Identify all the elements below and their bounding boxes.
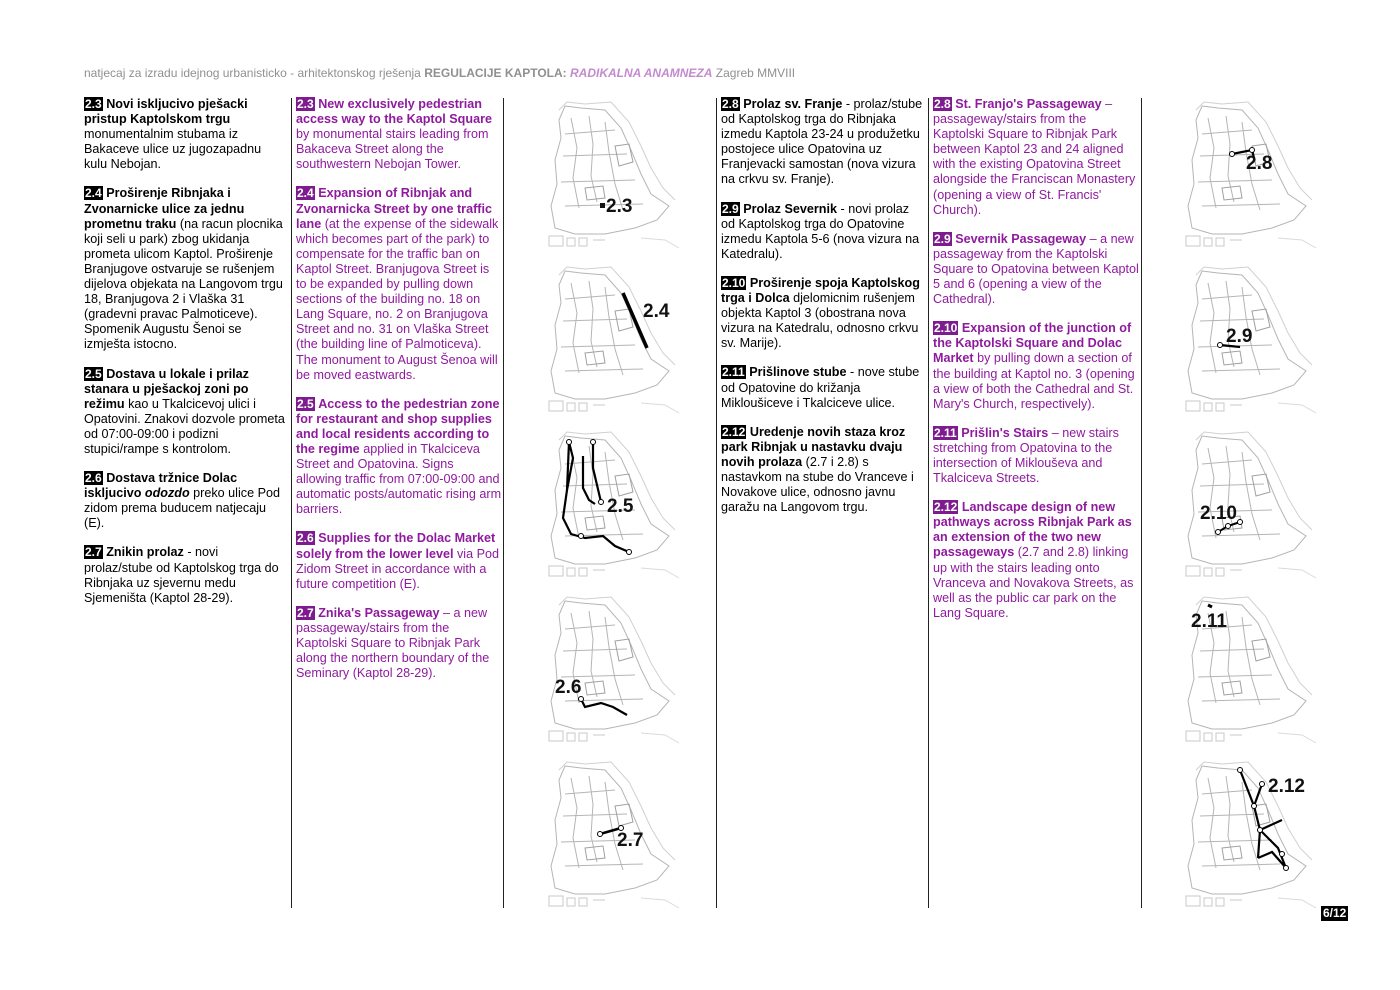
entry-title: Proširenje spoja Kaptolskog trga i Dolca [721, 275, 920, 306]
entry-2-7 [84, 545, 286, 605]
map-2.9 [1186, 267, 1316, 413]
entry-2-6 [296, 531, 502, 591]
entry-number-badge: 2.8 [722, 97, 739, 111]
entry-number-badge: 2.8 [934, 97, 951, 111]
column-divider [291, 98, 292, 908]
map-label: 2.10 [1200, 503, 1237, 524]
entry-title: Prišlinove stube [749, 365, 847, 380]
entry-number-badge: 2.9 [722, 201, 739, 216]
entry-number-badge: 2.3 [85, 97, 102, 111]
entry-title: Prolaz Severnik [743, 201, 837, 216]
map-strip-left [545, 98, 685, 913]
entry-number-badge: 2.7 [297, 605, 314, 620]
map-2.5 [549, 432, 679, 578]
map-label: 2.5 [607, 496, 634, 517]
map-label: 2.4 [643, 301, 670, 322]
map-2.12 [1186, 762, 1316, 908]
entry-body: by pulling down a section of the building at Kaptol no. 3 (opening a view of both the Cathedral and St. Mary's Church, respectively). [933, 351, 1135, 411]
map-label: 2.11 [1191, 611, 1227, 632]
map-2.6 [549, 597, 679, 743]
page-number: 6/12 [1323, 906, 1347, 920]
entry-body: (2.7 i 2.8) s nastavkom na stube do Vranceve i Novakove ulice, odnosno javnu garažu na Langovom trgu. [721, 454, 914, 515]
entry-title: Dostava tržnice Dolac iskljucivo [84, 471, 238, 501]
entry-title: Supplies for the Dolac Market solely from the lower level [296, 531, 496, 561]
entry-2-12 [721, 425, 925, 516]
entry-number-badge: 2.11 [722, 365, 745, 380]
entry-body: – new stairs stretching from Opatovina to the intersection of Miklouševa and Tkalciceva Streets. [933, 425, 1119, 486]
entry-body: via Pod Zidom Street in accordance with a future competition (E). [296, 546, 499, 591]
entry-body: monumentalnim stubama iz Bakaceve ulice uz jugozapadnu kulu Nebojan. [84, 127, 262, 172]
map-label: 2.6 [555, 677, 582, 698]
entry-number-badge: 2.7 [85, 545, 102, 560]
map-strip-right [1182, 98, 1322, 913]
map-label: 2.12 [1268, 776, 1305, 797]
entry-number-badge: 2.4 [85, 186, 102, 201]
entry-title: Znikin prolaz [106, 545, 184, 560]
entry-number-badge: 2.11 [934, 425, 957, 440]
map-2.11 [1186, 597, 1316, 743]
entry-2-9 [721, 202, 925, 262]
entry-number-badge: 2.4 [297, 186, 314, 201]
croatian-column-left [84, 97, 286, 620]
entry-2-3 [84, 97, 286, 172]
entry-body: - nove stube od Opatovine do križanja Mikloušiceve i Tkalciceve ulice. [721, 365, 920, 410]
entry-body: (at the expense of the sidewalk which becomes part of the park) to compensate for the traffic ban on Kaptol Street. Branjugova Street is to be expanded by pulling down sections of the building no. 18 on Lang Square, no. 2 on Branjugova Street and no. 31 on Vlaška Street (the building line of Palmoticeva). The monument to August Šenoa will be moved eastwards. [296, 216, 499, 382]
entry-number-badge: 2.10 [934, 321, 958, 336]
entry-2-3 [296, 97, 502, 172]
entry-title: St. Franjo's Passageway [955, 97, 1102, 111]
entry-2-5 [296, 397, 502, 518]
entry-title: Expansion of Ribnjak and Zvonarnicka Street by one traffic lane [296, 186, 492, 231]
entry-body: preko ulice Pod zidom prema buducem natjecaju (E). [84, 486, 280, 531]
english-column-right [933, 97, 1139, 635]
map-2.8 [1186, 102, 1316, 248]
entry-number-badge: 2.3 [297, 97, 314, 111]
map-label: 2.8 [1246, 153, 1273, 174]
map-label: 2.7 [617, 830, 644, 851]
entry-title: Prolaz sv. Franje [743, 97, 843, 111]
entry-number-badge: 2.9 [934, 231, 951, 246]
entry-body: (na racun plocnika koji seli u park) zbog ukidanja prometa ulicom Kaptol. Proširenje Branjugove ostvaruje se rušenjem dijelova objekata na Langovom trgu 18, Branjugova 2 i Vlaška 31 (gradevni pravac Palmoticeve). Spomenik Augustu Šenoi se izmješta istocno. [84, 216, 283, 352]
marker-2.3 [600, 203, 605, 208]
entry-number-badge: 2.6 [297, 531, 314, 546]
entry-body: applied in Tkalciceva Street and Opatovina. Signs allowing traffic from 07:00-09:00 and automatic posts/automatic rising arm barriers. [296, 441, 502, 517]
entry-number-badge: 2.12 [722, 424, 746, 439]
entry-title: Prišlin's Stairs [961, 425, 1049, 440]
column-divider [503, 98, 504, 908]
map-label: 2.9 [1226, 326, 1253, 347]
croatian-column-right [721, 97, 925, 529]
entry-body: (2.7 and 2.8) linking up with the stairs leading onto Vranceva and Novakova Streets, as well as the public car park on the Lang Square. [933, 545, 1134, 620]
english-column-left [296, 97, 502, 695]
entry-body: – passageway/stairs from the Kaptolski Square to Ribnjak Park between Kaptol 23 and 24 aligned with the existing Opatovina Street alongside the Franciscan Monastery (opening a view of St. Francis' Church). [933, 97, 1136, 217]
entry-2-4 [296, 186, 502, 382]
header-project-title: REGULACIJE KAPTOLA: [424, 66, 567, 80]
entry-number-badge: 2.5 [297, 396, 314, 411]
page-header [84, 66, 795, 80]
entry-body: - novi prolaz/stube od Kaptolskog trga do Ribnjaka uz sjevernu medu Sjemeništa (Kaptol 28-29). [84, 545, 279, 605]
map-2.10 [1186, 432, 1316, 578]
entry-body: djelomicnim rušenjem objekta Kaptol 3 (obostrana nova vizura na Katedralu, odnosno crkvu sv. Marije). [721, 291, 919, 351]
entry-body: - novi prolaz od Kaptolskog trga do Opatovine izmedu Kaptola 5-6 (nova vizura na Katedralu). [721, 201, 920, 261]
entry-2-7 [296, 606, 502, 681]
entry-2-10 [721, 276, 925, 351]
entry-title: Expansion of the junction of the Kaptolski Square and Dolac Market [933, 321, 1132, 366]
entry-2-6 [84, 471, 286, 531]
entry-title: New exclusively pedestrian access way to the Kaptol Square [296, 97, 492, 127]
map-2.7 [549, 762, 679, 908]
entry-title-emphasis: odozdo [144, 486, 190, 501]
entry-title: Znika's Passageway [318, 605, 440, 620]
column-divider [1141, 98, 1142, 908]
header-project-subtitle: RADIKALNA ANAMNEZA [570, 66, 713, 80]
entry-body: by monumental stairs leading from Bakaceva Street along the southwestern Nebojan Tower. [296, 127, 489, 172]
entry-title: Access to the pedestrian zone for restaurant and shop supplies and local residents according to the regime [296, 396, 500, 456]
entry-title: Uredenje novih staza kroz park Ribnjak u nastavku dvaju novih prolaza [721, 424, 906, 469]
entry-title: Proširenje Ribnjaka i Zvonarnicke ulice za jednu prometnu traku [84, 186, 245, 231]
header-intro: natjecaj za izradu idejnog urbanisticko - arhitektonskog rješenja [84, 66, 425, 80]
entry-2-5 [84, 367, 286, 458]
entry-body: - prolaz/stube od Kaptolskog trga do Ribnjaka izmedu Kaptola 23-24 u produžetku postojece ulice Opatovina uz Franjevacki samostan (nova vizura na crkvu sv. Franje). [721, 97, 923, 187]
entry-number-badge: 2.6 [85, 471, 102, 486]
entry-title: Novi iskljucivo pješacki pristup Kaptolskom trgu [84, 97, 248, 127]
entry-2-9 [933, 232, 1139, 307]
entry-title: Severnik Passageway [955, 231, 1087, 246]
route-2.6 [581, 699, 627, 715]
entry-body: – a new passageway from the Kaptolski Square to Opatovina between Kaptol 5 and 6 (opening a view of the Cathedral). [933, 231, 1139, 307]
entry-2-4 [84, 186, 286, 352]
map-2.4 [549, 267, 679, 413]
entry-body: kao u Tkalcicevoj ulici i Opatovini. Znakovi dozvole prometa od 07:00-09:00 i podizni stupici/rampe s kontrolom. [84, 396, 285, 456]
map-2.3 [549, 102, 679, 248]
header-place-year: Zagreb MMVIII [712, 66, 796, 80]
entry-number-badge: 2.12 [934, 500, 958, 515]
entry-title: Landscape design of new pathways across Ribnjak Park as an extension of the two new passageways [933, 500, 1132, 560]
entry-2-11 [721, 365, 925, 410]
entry-2-10 [933, 321, 1139, 412]
entry-2-8 [721, 97, 925, 188]
map-label: 2.3 [606, 196, 633, 217]
entry-body: – a new passageway/stairs from the Kaptolski Square to Ribnjak Park along the northern boundary of the Seminary (Kaptol 28-29). [296, 605, 490, 681]
column-divider [928, 98, 929, 908]
route-2.11 [1208, 605, 1212, 607]
entry-2-12 [933, 500, 1139, 621]
entry-2-11 [933, 426, 1139, 486]
entry-title: Dostava u lokale i prilaz stanara u pješackoj zoni po režimu [84, 366, 249, 411]
entry-2-8 [933, 97, 1139, 218]
entry-number-badge: 2.5 [85, 366, 102, 381]
column-divider [716, 98, 717, 908]
entry-number-badge: 2.10 [722, 275, 746, 290]
